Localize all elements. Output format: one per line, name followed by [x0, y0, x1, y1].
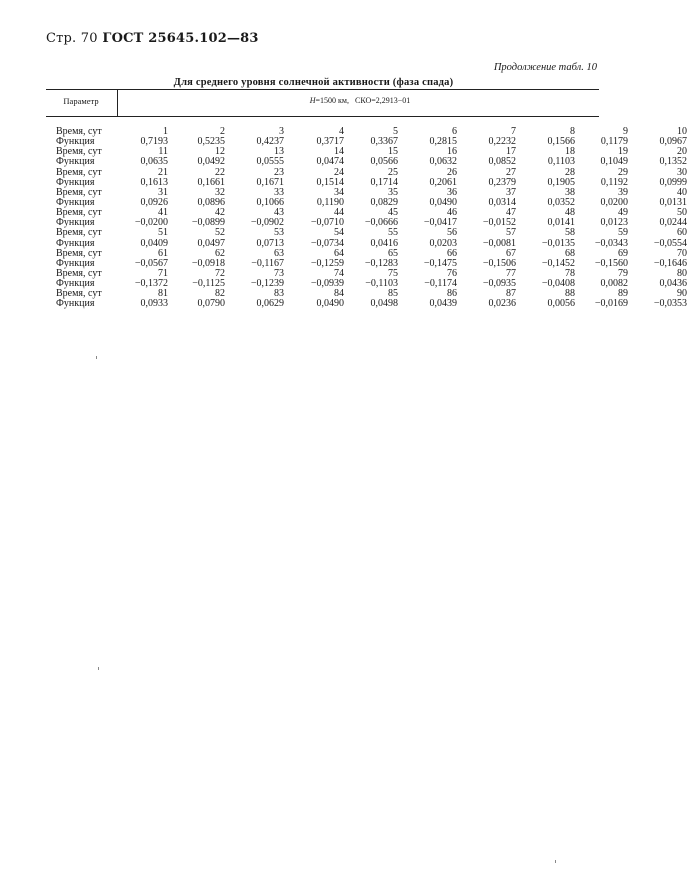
table-cell: 34 [334, 186, 344, 198]
row-label: Время, сут [56, 247, 102, 259]
table-cell: 47 [506, 207, 516, 219]
table-cell: −0,0417 [423, 217, 457, 229]
table-cell: −0,0353 [653, 298, 687, 310]
table-cell: −0,0918 [191, 257, 225, 269]
table-cell: 0,0852 [488, 156, 516, 168]
table-cell: 0,2232 [488, 136, 516, 148]
table-cell: 1 [163, 126, 168, 137]
table-cell: 70 [677, 247, 687, 259]
table-cell: 12 [215, 146, 225, 158]
table-cell: −0,0343 [594, 237, 628, 249]
row-label: Время, сут [56, 126, 102, 137]
table-cell: 48 [565, 207, 575, 219]
table-cell: 32 [215, 186, 225, 198]
table-cell: 0,1049 [600, 156, 628, 168]
table-cell: 22 [215, 166, 225, 178]
table-cell: 29 [618, 166, 628, 178]
table-cell: 0,4237 [256, 136, 284, 148]
row-label: Время, сут [56, 146, 102, 158]
table-cell: 0,0244 [659, 217, 687, 229]
table-cell: 13 [274, 146, 284, 158]
table-cell: 18 [565, 146, 575, 158]
table-header-divider [117, 89, 118, 117]
standard-code: ГОСТ 25645.102—83 [102, 31, 259, 46]
table-cell: −0,1452 [541, 257, 575, 269]
table-cell: 44 [334, 207, 344, 219]
table-cell: −0,1259 [310, 257, 344, 269]
table-cell: 88 [565, 288, 575, 300]
table-cell: −0,1239 [250, 278, 284, 290]
row-label: Функция [56, 217, 95, 229]
table-cell: 85 [388, 288, 398, 300]
table-cell: 60 [677, 227, 687, 239]
table-cell: 77 [506, 267, 516, 279]
table-cell: 75 [388, 267, 398, 279]
table-cell: 83 [274, 288, 284, 300]
scan-speck [96, 356, 97, 359]
row-label: Время, сут [56, 186, 102, 198]
table-cell: 56 [447, 227, 457, 239]
table-cell: 26 [447, 166, 457, 178]
table-cell: 0,0416 [370, 237, 398, 249]
table-cell: 54 [334, 227, 344, 239]
table-cell: 0,1192 [600, 176, 628, 188]
table-cell: −0,0899 [191, 217, 225, 229]
table-cell: 38 [565, 186, 575, 198]
table-cell: 71 [158, 267, 168, 279]
table-cell: −0,0135 [541, 237, 575, 249]
table-cell: 74 [334, 267, 344, 279]
table-cell: 41 [158, 207, 168, 219]
column-header-conditions [230, 96, 490, 105]
table-cell: 10 [677, 126, 687, 137]
table-cell: 14 [334, 146, 344, 158]
table-cell: 63 [274, 247, 284, 259]
table-cell: −0,1174 [424, 278, 457, 290]
table-cell: −0,0939 [310, 278, 344, 290]
table-cell: 0,1613 [140, 176, 168, 188]
table-cell: 84 [334, 288, 344, 300]
table-cell: 72 [215, 267, 225, 279]
table-cell: 20 [677, 146, 687, 158]
table-cell: 0,0829 [370, 196, 398, 208]
table-cell: 0,0926 [140, 196, 168, 208]
table-cell: 0,0967 [659, 136, 687, 148]
table-cell: 0,0713 [256, 237, 284, 249]
table-cell: 80 [677, 267, 687, 279]
table-cell: 66 [447, 247, 457, 259]
row-label: Функция [56, 196, 95, 208]
table-cell: 0,1066 [256, 196, 284, 208]
table-cell: 0,1179 [600, 136, 628, 148]
table-cell: 89 [618, 288, 628, 300]
table-cell: −0,1167 [251, 257, 284, 269]
table-cell: −0,0567 [134, 257, 168, 269]
table-cell: 0,0896 [197, 196, 225, 208]
table-cell: 0,0632 [429, 156, 457, 168]
table-cell: 0,0314 [488, 196, 516, 208]
table-cell: −0,1506 [482, 257, 516, 269]
table-cell: 30 [677, 166, 687, 178]
table-cell: 64 [334, 247, 344, 259]
table-cell: −0,1103 [365, 278, 398, 290]
table-cell: 27 [506, 166, 516, 178]
table-cell: −0,0734 [310, 237, 344, 249]
row-label: Функция [56, 257, 95, 269]
row-label: Функция [56, 176, 95, 188]
row-label: Функция [56, 156, 95, 168]
table-cell: 0,0497 [197, 237, 225, 249]
table-cell: 0,0490 [429, 196, 457, 208]
table-cell: 69 [618, 247, 628, 259]
column-header-parameter: Параметр [63, 96, 99, 106]
table-cell: 4 [339, 126, 344, 137]
table-cell: 53 [274, 227, 284, 239]
scan-speck [555, 860, 556, 863]
table-cell: 0,1905 [547, 176, 575, 188]
table-cell: 19 [618, 146, 628, 158]
table-cell: 90 [677, 288, 687, 300]
table-cell: 0,0490 [316, 298, 344, 310]
table-cell: 35 [388, 186, 398, 198]
table-cell: 0,0141 [547, 217, 575, 229]
table-cell: 21 [158, 166, 168, 178]
table-cell: −0,1372 [134, 278, 168, 290]
table-cell: 46 [447, 207, 457, 219]
table-cell: −0,1475 [423, 257, 457, 269]
table-cell: 11 [158, 146, 168, 158]
page-number: Стр. 70 [46, 31, 98, 46]
table-cell: 0,0629 [256, 298, 284, 310]
table-cell: 24 [334, 166, 344, 178]
table-cell: −0,0935 [482, 278, 516, 290]
table-cell: 57 [506, 227, 516, 239]
table-cell: 0,0555 [256, 156, 284, 168]
table-cell: 0,0999 [659, 176, 687, 188]
table-cell: 0,0436 [659, 278, 687, 290]
table-cell: 0,0492 [197, 156, 225, 168]
table-cell: 42 [215, 207, 225, 219]
table-cell: 0,5235 [197, 136, 225, 148]
table-cell: 61 [158, 247, 168, 259]
table-cell: 76 [447, 267, 457, 279]
table-cell: −0,1125 [192, 278, 225, 290]
table-cell: 0,0082 [600, 278, 628, 290]
table-cell: 0,0203 [429, 237, 457, 249]
table-cell: 50 [677, 207, 687, 219]
table-cell: 40 [677, 186, 687, 198]
scan-speck [98, 667, 99, 670]
table-cell: 7 [511, 126, 516, 137]
sko-value: СКО=2,2913−01 [354, 96, 411, 105]
table-cell: 0,0566 [370, 156, 398, 168]
table-cell: −0,0169 [594, 298, 628, 310]
table-cell: 73 [274, 267, 284, 279]
row-label: Функция [56, 237, 95, 249]
table-cell: −0,0081 [482, 237, 516, 249]
table-cell: 28 [565, 166, 575, 178]
table-cell: −0,0408 [541, 278, 575, 290]
table-cell: 25 [388, 166, 398, 178]
table-cell: 45 [388, 207, 398, 219]
table-cell: 0,1352 [659, 156, 687, 168]
table-cell: 0,1566 [547, 136, 575, 148]
table-cell: 81 [158, 288, 168, 300]
table-cell: 0,2061 [429, 176, 457, 188]
table-cell: 0,0635 [140, 156, 168, 168]
altitude-value: =1500 км, [315, 96, 349, 105]
table-cell: 0,1714 [370, 176, 398, 188]
row-label: Время, сут [56, 267, 102, 279]
table-cell: 31 [158, 186, 168, 198]
table-cell: 49 [618, 207, 628, 219]
row-label: Время, сут [56, 288, 102, 300]
row-label: Время, сут [56, 227, 102, 239]
table-cell: 0,2815 [429, 136, 457, 148]
table-cell: 0,0131 [659, 196, 687, 208]
table-cell: −0,0152 [482, 217, 516, 229]
table-cell: 0,3367 [370, 136, 398, 148]
table-cell: 0,0236 [488, 298, 516, 310]
table-cell: 55 [388, 227, 398, 239]
table-cell: 82 [215, 288, 225, 300]
table-cell: 5 [393, 126, 398, 137]
table-cell: 23 [274, 166, 284, 178]
table-cell: 67 [506, 247, 516, 259]
continuation-note: Продолжение табл. 10 [493, 62, 597, 73]
table-cell: 0,7193 [140, 136, 168, 148]
table-cell: 51 [158, 227, 168, 239]
table-cell: 0,1103 [547, 156, 575, 168]
table-cell: 52 [215, 227, 225, 239]
table-cell: −0,0710 [310, 217, 344, 229]
table-cell: 36 [447, 186, 457, 198]
table-cell: 0,3717 [316, 136, 344, 148]
table-cell: 9 [623, 126, 628, 137]
table-cell: 39 [618, 186, 628, 198]
table-cell: 0,2379 [488, 176, 516, 188]
row-label: Функция [56, 298, 95, 310]
table-cell: 87 [506, 288, 516, 300]
table-cell: 0,0790 [197, 298, 225, 310]
table-cell: −0,0902 [250, 217, 284, 229]
table-cell: 8 [570, 126, 575, 137]
table-cell: −0,0666 [364, 217, 398, 229]
table-cell: 2 [220, 126, 225, 137]
table-cell: 59 [618, 227, 628, 239]
table-cell: 0,0933 [140, 298, 168, 310]
table-cell: 0,1514 [316, 176, 344, 188]
table-cell: 0,0200 [600, 196, 628, 208]
row-label: Время, сут [56, 207, 102, 219]
table-cell: 0,1671 [256, 176, 284, 188]
table-cell: 78 [565, 267, 575, 279]
table-cell: 16 [447, 146, 457, 158]
row-label: Функция [56, 136, 95, 148]
table-cell: 0,0474 [316, 156, 344, 168]
table-cell: 0,0352 [547, 196, 575, 208]
table-cell: 0,0498 [370, 298, 398, 310]
table-cell: 65 [388, 247, 398, 259]
table-cell: 3 [279, 126, 284, 137]
table-cell: 0,0123 [600, 217, 628, 229]
table-cell: 62 [215, 247, 225, 259]
table-cell: 33 [274, 186, 284, 198]
table-cell: −0,0200 [134, 217, 168, 229]
table-caption: Для среднего уровня солнечной активности (фаза спада) [173, 77, 454, 88]
table-cell: 0,1661 [197, 176, 225, 188]
table-cell: 0,0439 [429, 298, 457, 310]
table-cell: 17 [506, 146, 516, 158]
table-cell: 0,1190 [316, 196, 344, 208]
table-cell: 37 [506, 186, 516, 198]
table-cell: −0,1646 [653, 257, 687, 269]
table-cell: 15 [388, 146, 398, 158]
table-cell: 43 [274, 207, 284, 219]
table-cell: −0,1283 [364, 257, 398, 269]
table-cell: 86 [447, 288, 457, 300]
page-header [46, 31, 259, 46]
table-cell: −0,0554 [653, 237, 687, 249]
table-cell: 6 [452, 126, 457, 137]
altitude-symbol: H [309, 96, 316, 105]
table-cell: 68 [565, 247, 575, 259]
row-label: Время, сут [56, 166, 102, 178]
table-cell: 0,0409 [140, 237, 168, 249]
row-label: Функция [56, 278, 95, 290]
table-cell: −0,1560 [594, 257, 628, 269]
table-cell: 79 [618, 267, 628, 279]
table-cell: 0,0056 [547, 298, 575, 310]
table-cell: 58 [565, 227, 575, 239]
